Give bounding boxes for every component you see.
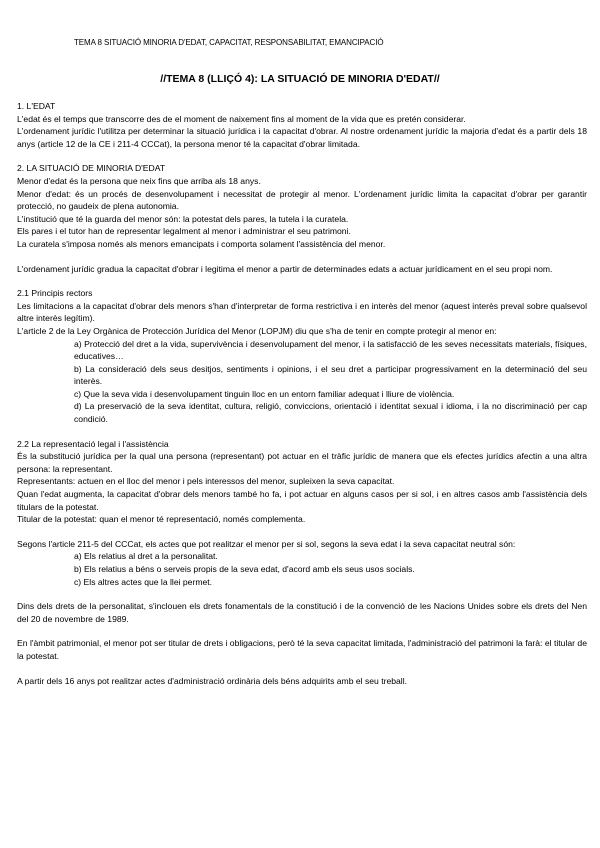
paragraph: A partir dels 16 anys pot realitzar actes d'administració ordinària dels béns adquirits amb el seu treball. [17, 675, 407, 686]
paragraph: Titular de la potestat: quan el menor té representació, només complementa. [17, 514, 306, 525]
paragraph: Menor d'edat: és un procés de desenvolupament i necessitat de protegir al menor. L'ordenament jurídic limita la capacitat d'obrar per garantir protecció, no gaudeix de plena autonomia. [17, 188, 587, 212]
paragraph: Segons l'article 211-5 del CCCat, els actes que pot realitzar el menor per si sol, segons la seva edat i la seva capacitat neutral són: [17, 538, 516, 549]
paragraph: És la substitució jurídica per la qual una persona (representant) pot actuar en el tràfic jurídic de manera que els efectes jurídics afectin a una altra persona: la representant. [17, 451, 587, 474]
paragraph: La curatela s'imposa només als menors emancipats i comporta solament l'assistència del menor. [17, 238, 386, 249]
section-heading-minoria: 2. LA SITUACIÓ DE MINORIA D'EDAT [17, 163, 166, 174]
document-title: //TEMA 8 (LLIÇÓ 4): LA SITUACIÓ DE MINORIA D'EDAT// [160, 73, 440, 85]
section-heading-edat: 1. L'EDAT [17, 101, 56, 111]
list-item: c) Els altres actes que la llei permet. [74, 576, 213, 587]
paragraph: L'institució que té la guarda del menor són: la potestat dels pares, la tutela i la curatela. [17, 213, 349, 224]
list-item: b) La consideració dels seus desitjos, sentiments i opinions, i el seu dret a participar progressivament en la determinació del seu interès. [74, 363, 587, 387]
paragraph: En l'àmbit patrimonial, el menor pot ser titular de drets i obligacions, però té la seva capacitat limitada, l'administració del patrimoni la farà: el titular de la potestat. [17, 638, 587, 661]
list-item: a) Protecció del dret a la vida, supervivència i desenvolupament del menor, i la satisfacció de les seves necessitats materials, físiques, educatives… [74, 338, 587, 362]
list-item: c) Que la seva vida i desenvolupament tinguin lloc en un entorn familiar adequat i lliure de violència. [74, 388, 455, 399]
paragraph: L'ordenament jurídic l'utilitza per determinar la situació jurídica i la capacitat d'obrar. Al nostre ordenament jurídic la majoria d'edat és a partir dels 18 anys (article 12 de la CE i 211-4 CCCat), la persona menor té la capacitat d'obrar limitada. [17, 126, 587, 149]
paragraph: Dins dels drets de la personalitat, s'inclouen els drets fonamentals de la constitució i de la convenció de les Nacions Unides sobre els drets del Nen del 20 de novembre de 1989. [17, 601, 587, 624]
section-heading-representacio: 2.2 La representació legal i l'assistència [17, 438, 169, 449]
document-body [17, 100, 587, 687]
paragraph: Les limitacions a la capacitat d'obrar dels menors s'han d'interpretar de forma restrictiva i en interès del menor (aquest interès preval sobre qualsevol altre interès legítim). [17, 300, 587, 324]
paragraph: L'edat és el temps que transcorre des de el moment de naixement fins al moment de la vida que es pretén considerar. [17, 113, 466, 124]
paragraph: Representants: actuen en el lloc del menor i pels interessos del menor, supleixen la seva capacitat. [17, 476, 395, 487]
list-item: b) Els relatius a béns o serveis propis de la seva edat, d'acord amb els seus usos socials. [74, 564, 415, 574]
list-item: d) La preservació de la seva identitat, cultura, religió, conviccions, orientació i identitat sexual i idioma, i la no discriminació per cap condició. [74, 401, 587, 425]
list-item: a) Els relatius al dret a la personalitat. [74, 551, 218, 562]
paragraph: L'ordenament jurídic gradua la capacitat d'obrar i legitima el menor a partir de determinades edats a actuar jurídicament en el seu propi nom. [17, 263, 553, 274]
paragraph: Els pares i el tutor han de representar legalment al menor i administrar el seu patrimoni. [17, 226, 351, 237]
paragraph: L'article 2 de la Ley Orgànica de Protección Jurídica del Menor (LOPJM) diu que s'ha de tenir en compte protegir al menor en: [17, 325, 497, 336]
paragraph: Quan l'edat augmenta, la capacitat d'obrar dels menors també ho fa, i pot actuar en alguns casos per si sol, i en altres casos amb l'assistència dels titulars de la potestat. [17, 489, 587, 512]
section-heading-principis: 2.1 Principis rectors [17, 288, 93, 299]
paragraph: Menor d'edat és la persona que neix fins que arriba als 18 anys. [17, 175, 261, 186]
running-header: TEMA 8 SITUACIÓ MINORIA D'EDAT, CAPACITAT, RESPONSABILITAT, EMANCIPACIÓ [74, 38, 384, 47]
